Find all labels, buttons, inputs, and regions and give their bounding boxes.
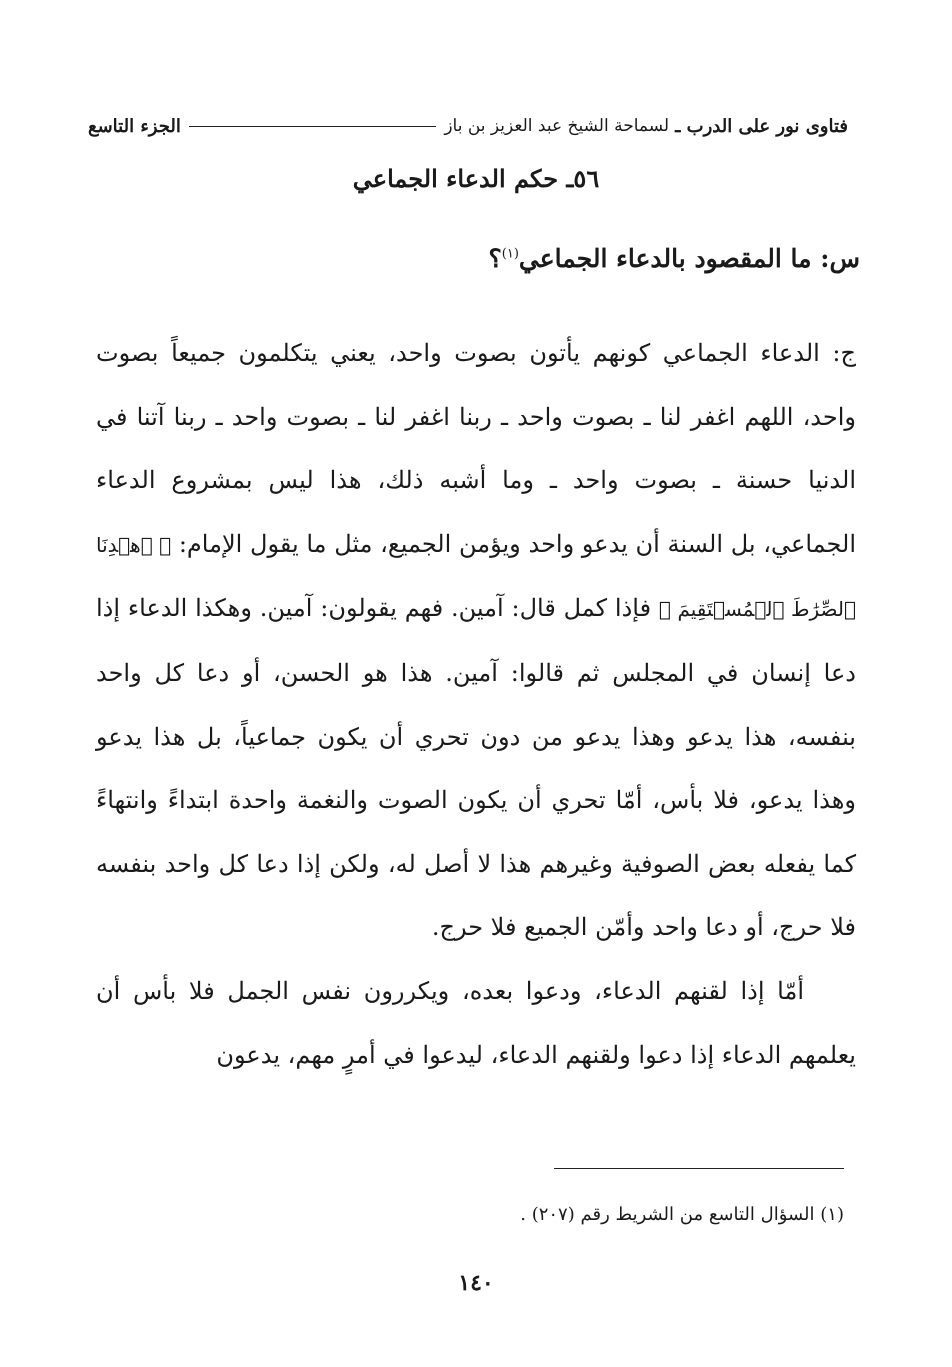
running-header xyxy=(88,106,848,146)
footnote-divider xyxy=(554,1168,844,1169)
chapter-title: ٥٦ـ حكم الدعاء الجماعي xyxy=(352,164,600,193)
question xyxy=(100,244,860,273)
header-author: لسماحة الشيخ عبد العزيز بن باز xyxy=(444,116,670,136)
header-volume: الجزء التاسع xyxy=(88,115,181,137)
header-rule xyxy=(189,126,436,127)
answer-body xyxy=(96,322,856,1087)
header-series-title: فتاوى نور على الدرب ـ xyxy=(675,115,848,137)
answer-text-part1: ج: الدعاء الجماعي كونهم يأتون بصوت واحد، يعني يتكلمون جميعاً بصوت واحد، اللهم اغفر لنا ـ بصوت واحد ـ ربنا اغفر لنا ـ بصوت واحد ـ ربنا آتنا في الدنيا حسنة ـ بصوت واحد ـ وما أشبه ذلك، هذا ليس بمشروع الدعاء الجماعي، بل السنة أن يدعو واحد ويؤمن الجميع، مثل ما يقول الإمام: xyxy=(96,339,857,558)
footnote: (١) السؤال التاسع من الشريط رقم (٢٠٧) . xyxy=(520,1204,844,1225)
quran-verse: ﴿ ٱهۡدِنَا ٱلصِّرَٰطَ ٱلۡمُسۡتَقِيمَ ﴾ xyxy=(96,532,856,622)
header-series-author xyxy=(444,116,848,137)
answer-text-part2: فإذا كمل قال: آمين. فهم يقولون: آمين. وهكذا الدعاء إذا دعا إنسان في المجلس ثم قالوا: آمين. هذا هو الحسن، أو دعا كل واحد بنفسه، هذا يدعو وهذا يدعو من دون تحري أن يكون جماعياً، بل هذا يدعو وهذا يدعو، فلا بأس، أمّا تحري أن يكون الصوت والنغمة واحدة ابتداءً وانتهاءً كما يفعله بعض الصوفية وغيرهم هذا لا أصل له، ولكن إذا دعا كل واحد بنفسه فلا حرج، أو دعا واحد وأمّن الجميع فلا حرج. xyxy=(96,594,856,942)
answer-paragraph-1 xyxy=(96,322,856,960)
page-number: ١٤٠ xyxy=(458,1270,494,1296)
answer-paragraph-2: أمّا إذا لقنهم الدعاء، ودعوا بعده، ويكررون نفس الجمل فلا بأس أن يعلمهم الدعاء إذا دعوا ولقنهم الدعاء، ليدعوا في أمرٍ مهم، يدعون xyxy=(96,976,856,1069)
footnote-reference: (١) xyxy=(501,246,519,262)
question-mark: ؟ xyxy=(488,244,502,273)
question-text: س: ما المقصود بالدعاء الجماعي xyxy=(518,244,860,273)
